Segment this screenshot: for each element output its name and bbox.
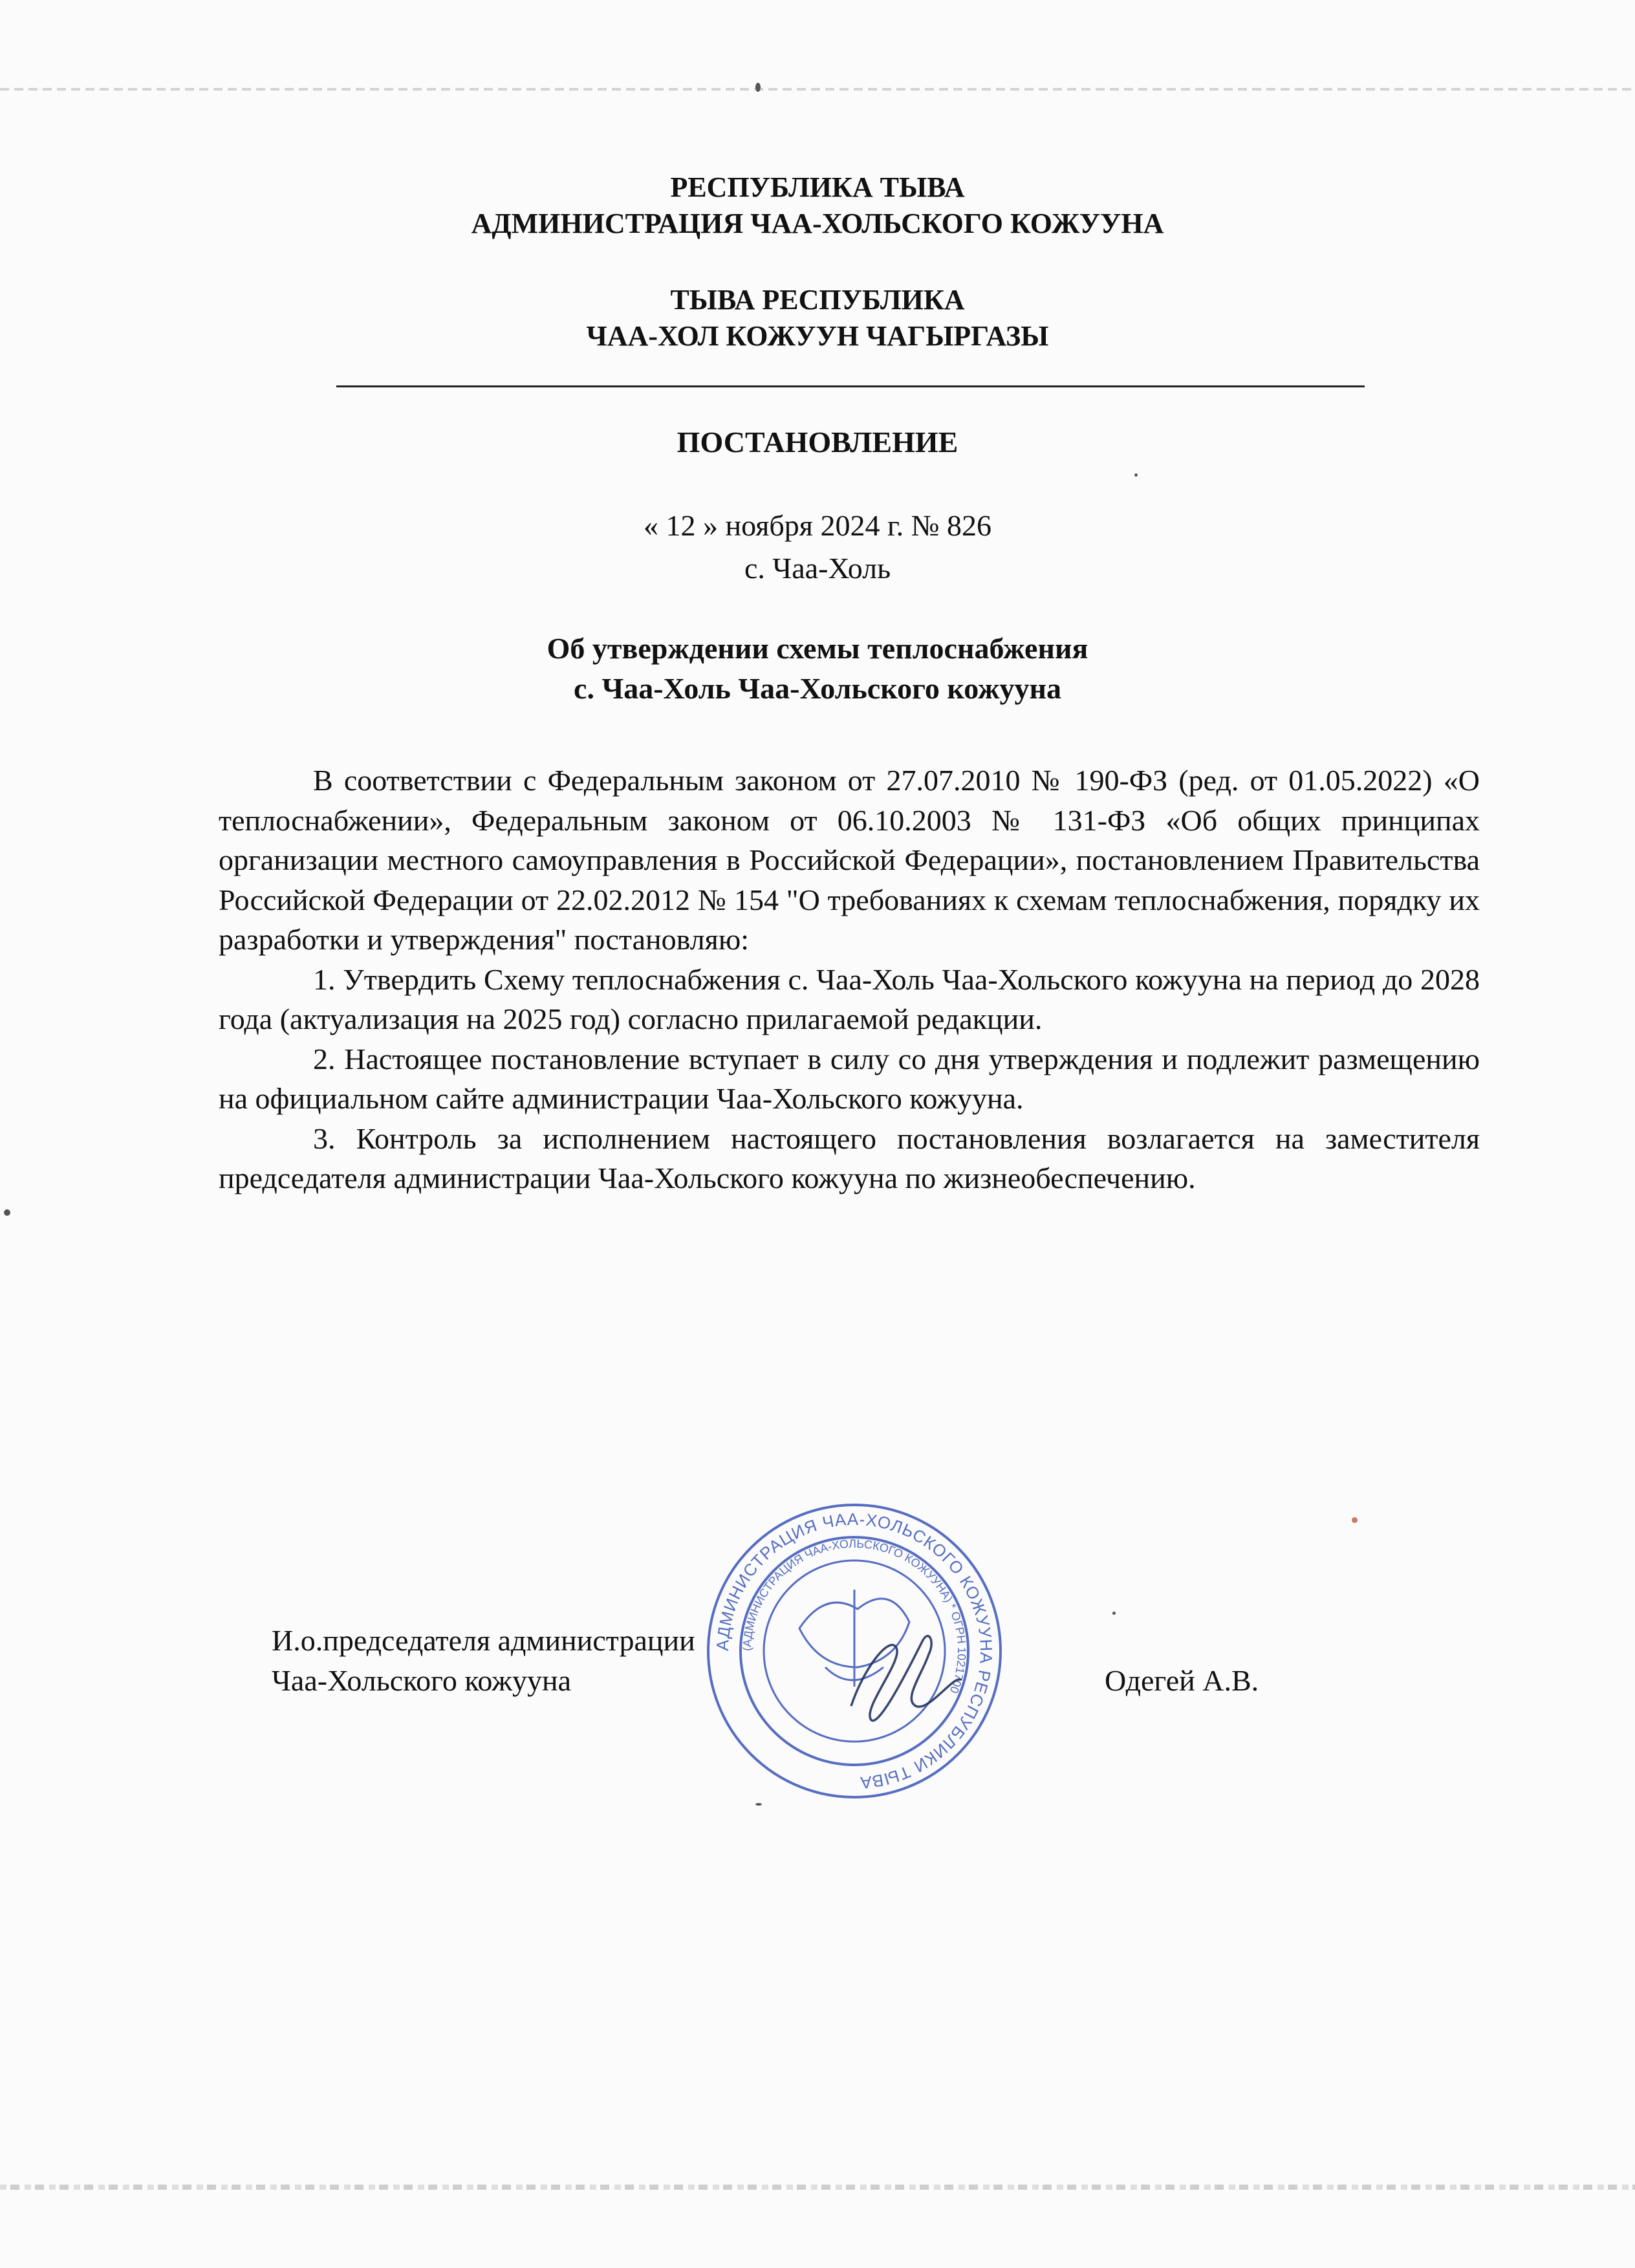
scan-speck	[755, 83, 761, 92]
document-date-number: « 12 » ноября 2024 г. № 826	[643, 509, 992, 542]
header-republic-tuvan: ТЫВА РЕСПУБЛИКА	[670, 284, 965, 316]
scan-speck	[1352, 1517, 1358, 1523]
subject-line-1: Об утверждении схемы теплоснабжения	[547, 632, 1088, 665]
position-line-2: Чаа-Хольского кожууна	[272, 1664, 572, 1697]
item-paragraph-2: 2. Настоящее постановление вступает в силу со дня утверждения и подлежит размещению на официальном сайте администрации Чаа-Хольского кожууна.	[219, 1042, 1480, 1115]
document-place: с. Чаа-Холь	[744, 552, 891, 585]
scan-speck	[4, 1209, 10, 1216]
header-divider	[336, 385, 1365, 387]
scan-artifact-bottom	[0, 2185, 1635, 2190]
header-administration-tuvan: ЧАА-ХОЛ КОЖУУН ЧАГЫРГАЗЫ	[586, 320, 1049, 352]
scan-speck	[1112, 1612, 1116, 1615]
subject-line-2: с. Чаа-Холь Чаа-Хольского кожууна	[574, 672, 1061, 705]
preamble-paragraph: В соответствии с Федеральным законом от 27.07.2010 № 190-ФЗ (ред. от 01.05.2022) «О теплоснабжении», Федеральным законом от 06.10.2003 № 131-ФЗ «Об общих принципах организации местного самоуправления в Российской Федерации», постановлением Правительства Российской Федерации от 22.02.2012 № 154 "О требованиях к схемам теплоснабжения, порядку их разработки и утверждения" постановляю:	[219, 764, 1480, 956]
seal-inner-text: (АДМИНИСТРАЦИЯ ЧАА-ХОЛЬСКОГО КОЖУУНА) * ОГРН 1021700	[740, 1537, 969, 1696]
signatory-name: Одегей А.В.	[1105, 1664, 1259, 1697]
scan-speck	[755, 1803, 762, 1806]
position-line-1: И.о.председателя администрации	[272, 1624, 695, 1657]
seal-emblem	[799, 1590, 909, 1687]
signatory-position	[272, 1621, 695, 1701]
header-russian	[0, 169, 1635, 242]
header-administration: АДМИНИСТРАЦИЯ ЧАА-ХОЛЬСКОГО КОЖУУНА	[471, 208, 1164, 239]
item-paragraph-3: 3. Контроль за исполнением настоящего постановления возлагается на заместителя председателя администрации Чаа-Хольского кожууна по жизнеобеспечению.	[219, 1121, 1480, 1194]
header-tuvan	[0, 282, 1635, 354]
document-subject	[0, 629, 1635, 709]
item-paragraph-1: 1. Утвердить Схему теплоснабжения с. Чаа-Холь Чаа-Хольского кожууна на период до 2028 года (актуализация на 2025 год) согласно прилагаемой редакции.	[219, 962, 1480, 1035]
seal-outer-text: АДМИНИСТРАЦИЯ ЧАА-ХОЛЬСКОГО КОЖУУНА РЕСПУБЛИКИ ТЫВА	[712, 1509, 997, 1793]
scan-artifact-top	[0, 88, 1635, 91]
header-republic: РЕСПУБЛИКА ТЫВА	[670, 171, 965, 203]
official-seal-stamp	[702, 1499, 1006, 1803]
scan-speck	[1134, 473, 1138, 477]
document-type: ПОСТАНОВЛЕНИЕ	[677, 426, 958, 459]
document-body	[219, 761, 1480, 1198]
